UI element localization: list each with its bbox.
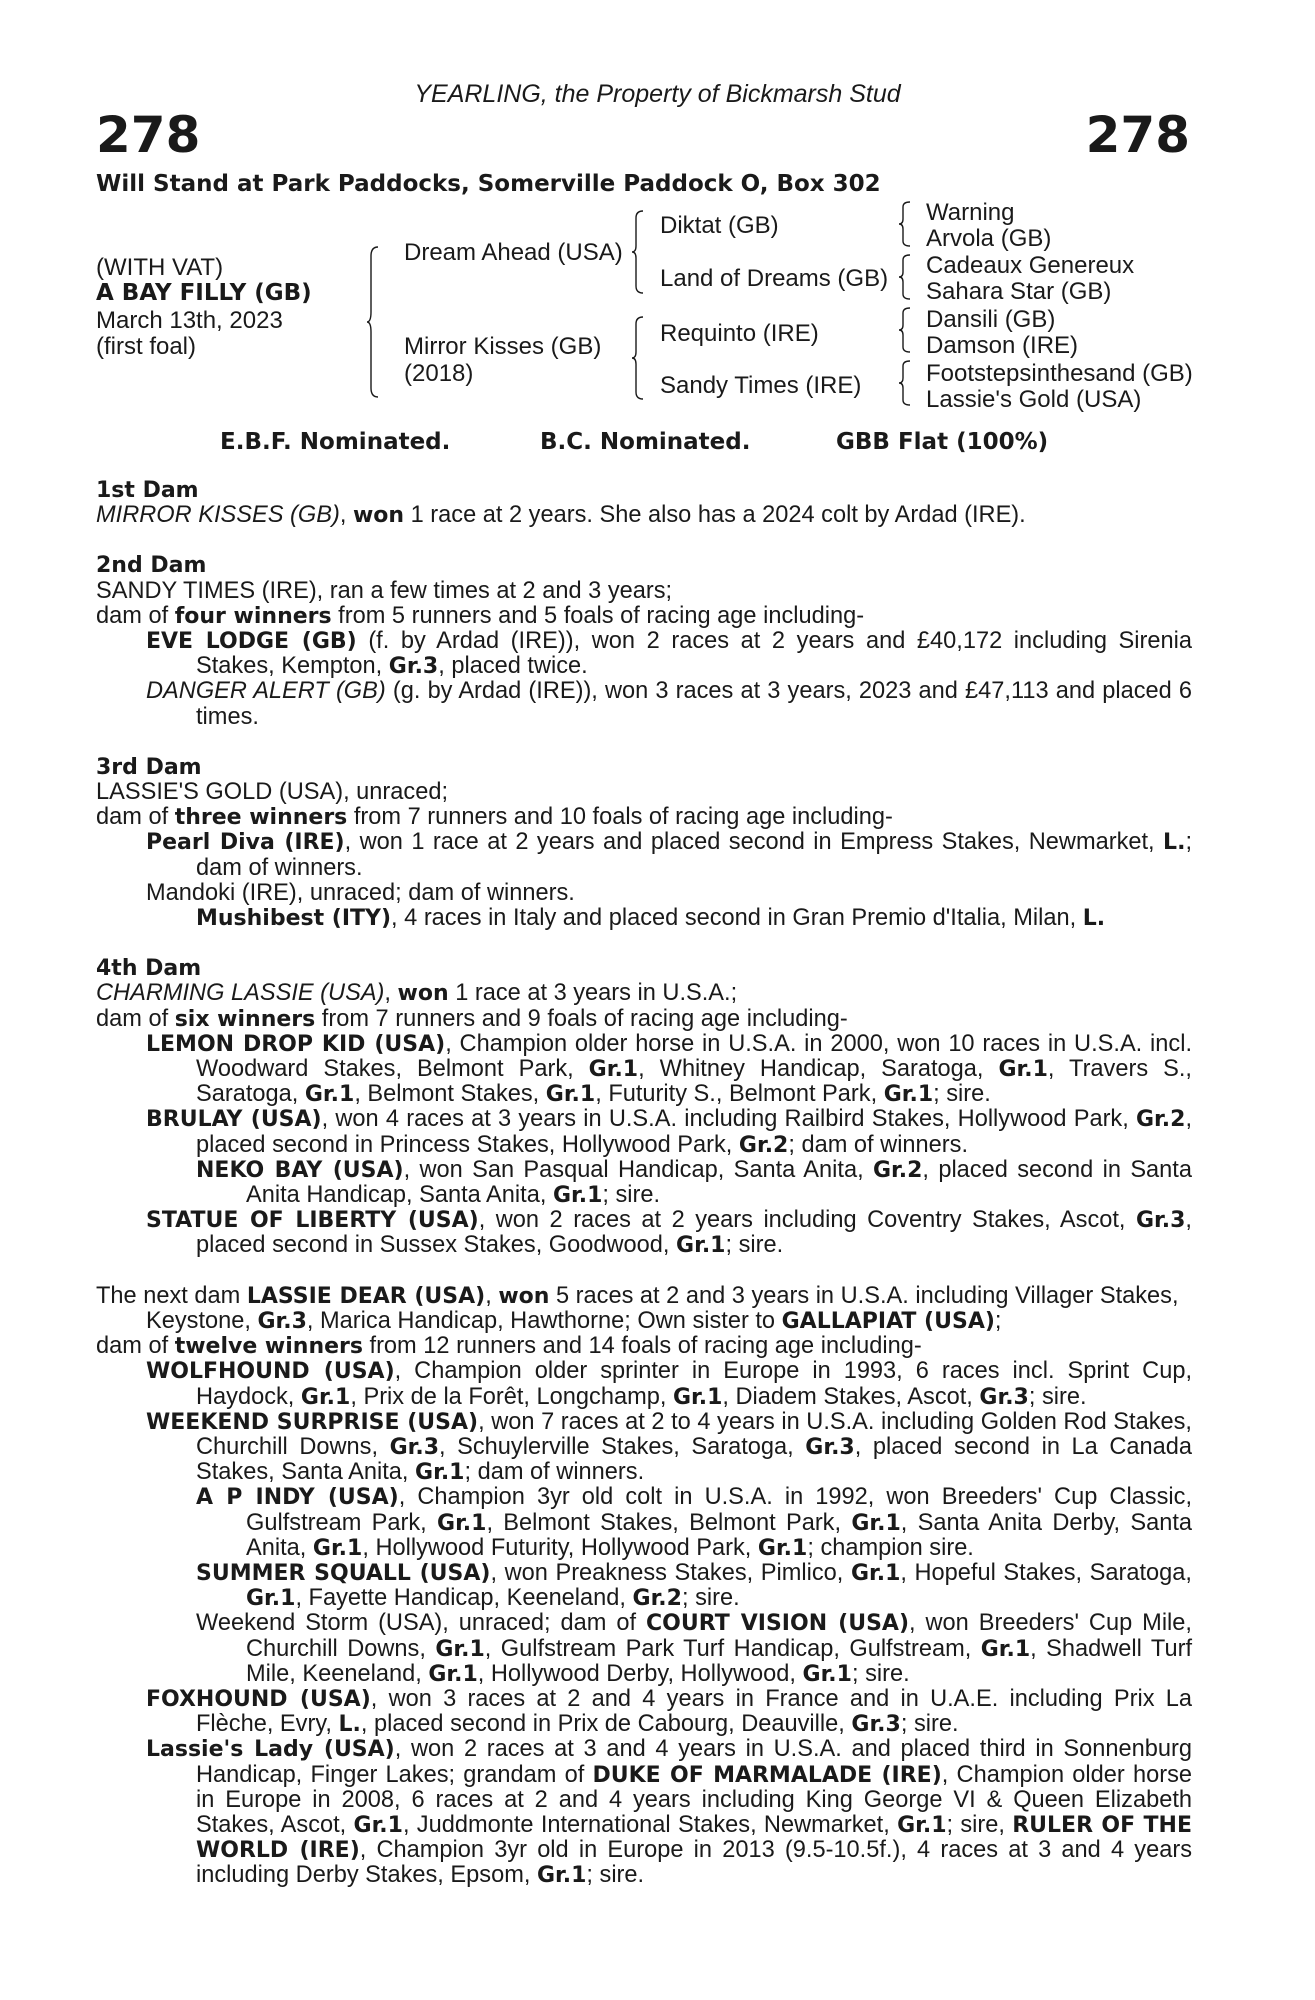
dam-sire: Requinto (IRE) <box>660 320 819 347</box>
dss: Dansili (GB) <box>926 306 1056 333</box>
produce-record <box>96 478 1192 1889</box>
gbb-flat: GBB Flat (100%) <box>836 429 1049 455</box>
brace-ds <box>898 307 912 353</box>
dam-of-line: dam of four winners from 5 runners and 5 foals of racing age including- <box>96 602 865 629</box>
produce-entry: SUMMER SQUALL (USA), won Preakness Stakes, Pimlico, Gr.1, Hopeful Stakes, Saratoga, Gr.1, Fayette Handicap, Keeneland, Gr.2; sire. <box>196 1559 1192 1612</box>
sds: Cadeaux Genereux <box>926 252 1135 279</box>
produce-entry: LEMON DROP KID (USA), Champion older horse in U.S.A. in 2000, won 10 races in U.S.A. incl. Woodward Stakes, Belmont Park, Gr.1, Whitney Handicap, Saratoga, Gr.1, Travers S., Saratoga, Gr.1, Belmont Stakes, Gr.1, Futurity S., Belmont Park, Gr.1; sire. <box>146 1030 1193 1108</box>
foal-note: (first foal) <box>96 333 197 360</box>
dam-year: (2018) <box>404 360 474 387</box>
produce-entry: WOLFHOUND (USA), Champion older sprinter in Europe in 1993, 6 races incl. Sprint Cup, Haydock, Gr.1, Prix de la Forêt, Longchamp, Gr.1, Diadem Stakes, Ascot, Gr.3; sire. <box>146 1358 1192 1410</box>
lot-number-left: 278 <box>96 106 201 164</box>
foaling-date: March 13th, 2023 <box>96 307 283 334</box>
produce-entry: Mushibest (ITY), 4 races in Italy and placed second in Gran Premio d'Italia, Milan, L. <box>196 905 1106 932</box>
produce-entry: BRULAY (USA), won 4 races at 3 years in U.S.A. including Railbird Stakes, Hollywood Park, Gr.2, placed second in Princess Stakes, Hollywood Park, Gr.2; dam of winners. <box>146 1106 1192 1158</box>
stand-location: Will Stand at Park Paddocks, Somerville Paddock O, Box 302 <box>96 171 881 197</box>
produce-entry: NEKO BAY (USA), won San Pasqual Handicap, Santa Anita, Gr.2, placed second in Santa Anita Handicap, Santa Anita, Gr.1; sire. <box>196 1156 1192 1209</box>
sire-name: Dream Ahead (USA) <box>404 239 623 266</box>
dam-of-line: dam of six winners from 7 runners and 9 foals of racing age including- <box>96 1005 848 1032</box>
produce-entry: Weekend Storm (USA), unraced; dam of COURT VISION (USA), won Breeders' Cup Mile, Churchill Downs, Gr.1, Gulfstream Park Turf Handicap, Gulfstream, Gr.1, Shadwell Turf Mile, Keeneland, Gr.1, Hollywood Derby, Hollywood, Gr.1; sire. <box>196 1610 1193 1687</box>
sire-dam: Land of Dreams (GB) <box>660 265 889 292</box>
dam-line: SANDY TIMES (IRE), ran a few times at 2 and 3 years; <box>96 577 673 604</box>
section-heading: 4th Dam <box>96 956 202 982</box>
produce-entry: EVE LODGE (GB) (f. by Ardad (IRE)), won 2 races at 2 years and £40,172 including Sirenia Stakes, Kempton, Gr.3, placed twice. <box>146 628 1192 680</box>
brace-dd <box>898 360 912 406</box>
horse-name: A BAY FILLY (GB) <box>96 280 312 306</box>
bc-nomination: B.C. Nominated. <box>540 429 751 455</box>
brace-ss <box>898 201 912 247</box>
dam-dam: Sandy Times (IRE) <box>660 372 862 399</box>
produce-entry: Pearl Diva (IRE), won 1 race at 2 years and placed second in Empress Stakes, Newmarket, L.; dam of winners. <box>146 829 1192 881</box>
fourth-dam-section <box>96 956 1192 1258</box>
first-dam-section <box>96 478 1192 528</box>
vat-note: (WITH VAT) <box>96 254 224 281</box>
sire-sire: Diktat (GB) <box>660 212 779 239</box>
section-heading: 3rd Dam <box>96 754 202 780</box>
produce-entry: A P INDY (USA), Champion 3yr old colt in U.S.A. in 1992, won Breeders' Cup Classic, Gulfstream Park, Gr.1, Belmont Stakes, Belmont Park, Gr.1, Santa Anita Derby, Santa Anita, Gr.1, Hollywood Futurity, Hollywood Park, Gr.1; champion sire. <box>196 1484 1192 1561</box>
next-dam-section <box>96 1284 1192 1889</box>
produce-entry: STATUE OF LIBERTY (USA), won 2 races at 2 years including Coventry Stakes, Ascot, Gr.3, placed second in Sussex Stakes, Goodwood, Gr.1; sire. <box>146 1207 1192 1259</box>
produce-entry: Mandoki (IRE), unraced; dam of winners. <box>146 879 575 906</box>
brace-dam <box>631 316 645 400</box>
ebf-nomination: E.B.F. Nominated. <box>220 429 451 455</box>
dds: Footstepsinthesand (GB) <box>926 360 1193 387</box>
dam-of-line: dam of twelve winners from 12 runners and 14 foals of racing age including- <box>96 1333 922 1360</box>
produce-entry: FOXHOUND (USA), won 3 races at 2 and 4 years in France and in U.A.E. including Prix La Flèche, Evry, L., placed second in Prix de Cabourg, Deauville, Gr.3; sire. <box>146 1685 1192 1738</box>
section-heading: 2nd Dam <box>96 553 207 579</box>
dam-name: Mirror Kisses (GB) <box>404 333 602 360</box>
page-title: YEARLING, the Property of Bickmarsh Stud <box>414 80 901 108</box>
brace-sire <box>631 210 645 294</box>
sss: Warning <box>926 199 1015 226</box>
next-dam-line: The next dam LASSIE DEAR (USA), won 5 races at 2 and 3 years in U.S.A. including Villager Stakes, Keystone, Gr.3, Marica Handicap, Hawthorne; Own sister to GALLAPIAT (USA); <box>96 1282 1179 1334</box>
dam-line: LASSIE'S GOLD (USA), unraced; <box>96 779 448 806</box>
dam-line: MIRROR KISSES (GB), won 1 race at 2 years. She also has a 2024 colt by Ardad (IRE). <box>96 502 1026 529</box>
lot-number-right: 278 <box>1085 106 1190 164</box>
section-heading: 1st Dam <box>96 478 199 503</box>
produce-entry: Lassie's Lady (USA), won 2 races at 3 and 4 years in U.S.A. and placed third in Sonnenburg Handicap, Finger Lakes; grandam of DUKE OF MARMALADE (IRE), Champion older horse in Europe in 2008, 6 races at 2 and 4 years including King George VI & Queen Elizabeth Stakes, Ascot, Gr.1, Juddmonte International Stakes, Newmarket, Gr.1; sire, RULER OF THE WORLD (IRE), Champion 3yr old in Europe in 2013 (9.5-10.5f.), 4 races at 3 and 4 years including Derby Stakes, Epsom, Gr.1; sire. <box>146 1736 1192 1889</box>
ddd: Lassie's Gold (USA) <box>926 386 1142 413</box>
ssd: Arvola (GB) <box>926 225 1052 252</box>
second-dam-section <box>96 553 1192 729</box>
third-dam-section <box>96 755 1192 931</box>
dam-of-line: dam of three winners from 7 runners and 10 foals of racing age including- <box>96 804 893 831</box>
dam-line: CHARMING LASSIE (USA), won 1 race at 3 years in U.S.A.; <box>96 980 738 1007</box>
produce-entry: DANGER ALERT (GB) (g. by Ardad (IRE)), won 3 races at 3 years, 2023 and £47,113 and placed 6 times. <box>146 678 1192 730</box>
brace-main <box>366 246 380 398</box>
sdd: Sahara Star (GB) <box>926 278 1112 305</box>
brace-sd <box>898 254 912 300</box>
dsd: Damson (IRE) <box>926 332 1079 359</box>
produce-entry: WEEKEND SURPRISE (USA), won 7 races at 2 to 4 years in U.S.A. including Golden Rod Stakes, Churchill Downs, Gr.3, Schuylerville Stakes, Saratoga, Gr.3, placed second in La Canada Stakes, Santa Anita, Gr.1; dam of winners. <box>146 1408 1192 1486</box>
